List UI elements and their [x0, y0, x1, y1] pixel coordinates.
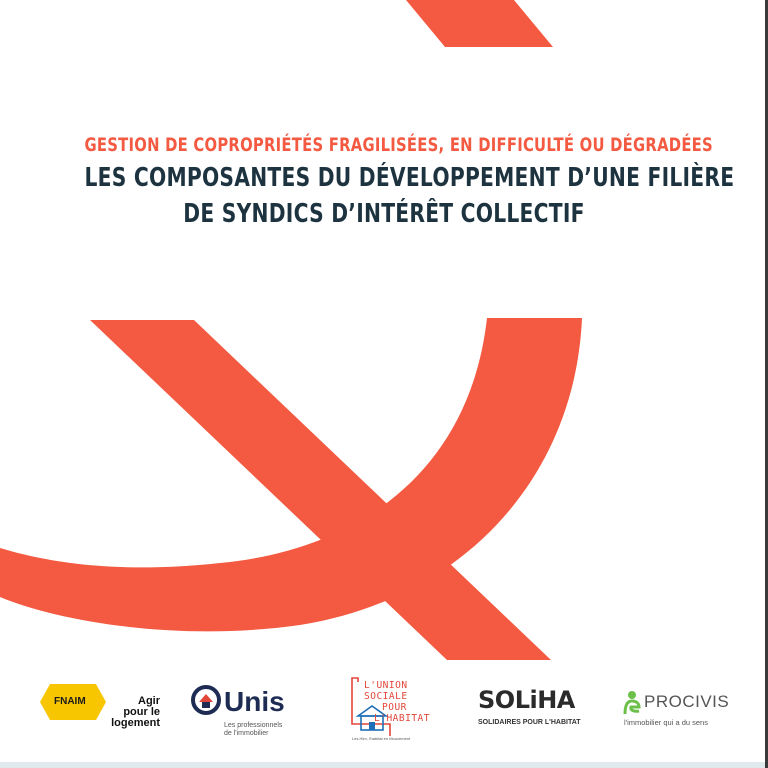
unis-tagline: Les professionnels de l'immobilier	[224, 722, 283, 737]
cover-title-line-1: LES COMPOSANTES DU DÉVELOPPEMENT D’UNE FILIÈRE	[84, 163, 735, 193]
soliha-tagline: SOLIDAIRES POUR L'HABITAT	[478, 719, 581, 726]
procivis-wordmark: PROCIVIS	[644, 692, 730, 711]
partner-logos	[0, 676, 768, 746]
top-orange-stroke	[406, 0, 553, 47]
ush-tagline: Les Hlm, l'habitat en Mouvement	[352, 736, 411, 741]
soliha-wordmark: SOLiHA	[478, 686, 575, 714]
fnaim-wordmark: FNAIM	[54, 696, 86, 707]
procivis-logo	[622, 676, 742, 746]
unis-house-circle-icon	[190, 684, 222, 716]
ush-line-1: L'UNION	[364, 680, 408, 691]
procivis-tagline: l'immobilier qui a du sens	[624, 718, 708, 727]
soliha-logo	[478, 676, 588, 746]
unis-logo	[190, 676, 300, 746]
fnaim-logo	[40, 676, 160, 746]
union-sociale-habitat-logo	[350, 676, 430, 746]
bottom-strip	[0, 762, 768, 768]
cover-subtitle: GESTION DE COPROPRIÉTÉS FRAGILISÉES, EN DIFFICULTÉ OU DÉGRADÉES	[84, 134, 713, 156]
ush-line-3: POUR	[382, 702, 407, 713]
ush-line-4: L'HABITAT	[374, 713, 430, 724]
title-block	[0, 130, 768, 232]
ush-line-2: SOCIALE	[364, 691, 408, 702]
cover-title-line-2: DE SYNDICS D’INTÉRÊT COLLECTIF	[183, 199, 585, 229]
procivis-figure-icon	[622, 690, 642, 716]
fnaim-tagline: Agir pour le logement	[111, 695, 160, 729]
unis-wordmark: Unis	[224, 686, 285, 717]
